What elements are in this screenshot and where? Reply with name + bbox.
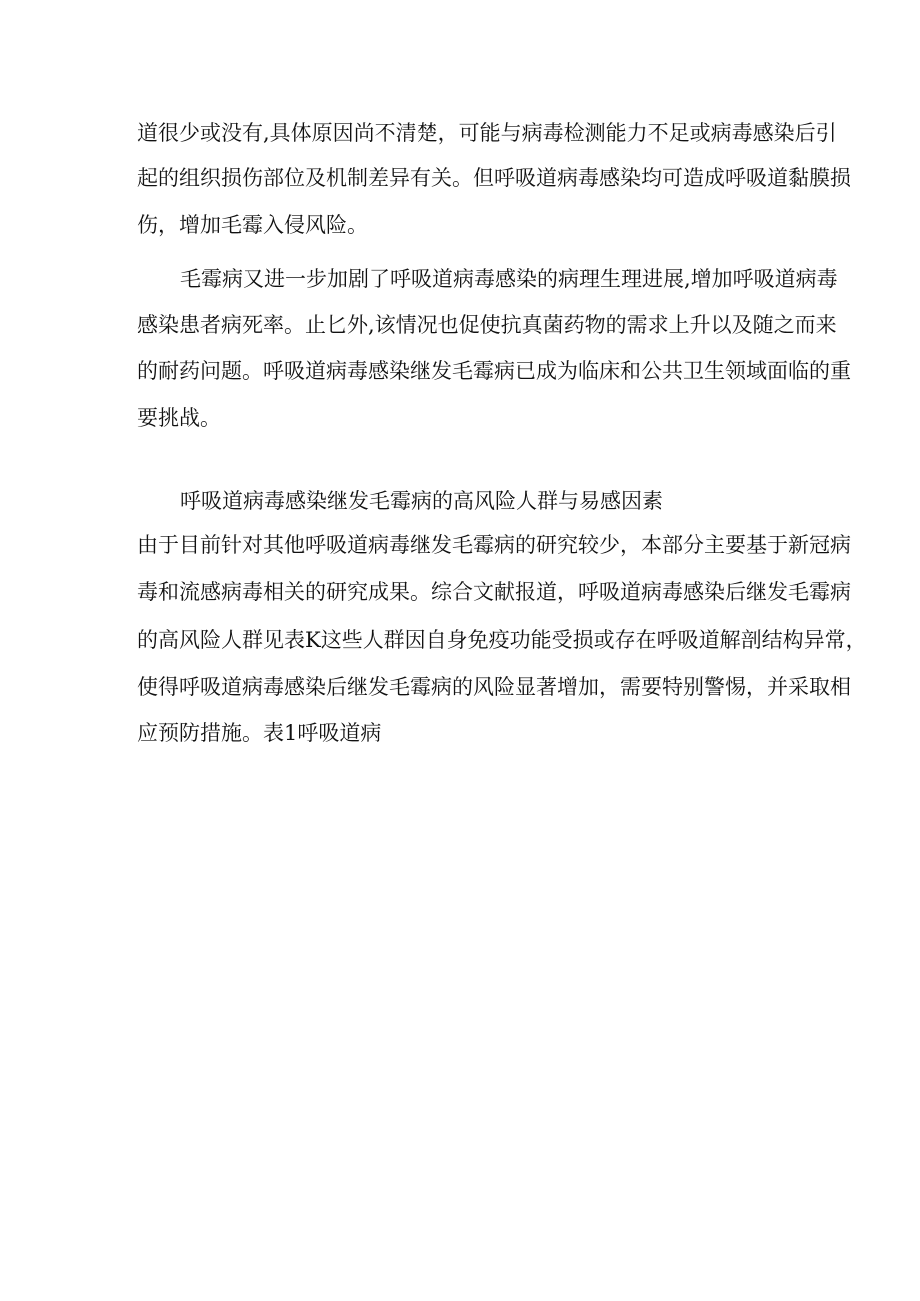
paragraph-1-line-3: 伤，增加毛霉入侵风险。 (137, 213, 368, 237)
paragraph-3-line-1: 由于目前针对其他呼吸道病毒继发毛霉病的研究较少，本部分主要基于新冠病 (137, 533, 851, 557)
paragraph-3-line-3: 的高风险人群见表K这些人群因自身免疫功能受损或存在呼吸道解剖结构异常， (137, 628, 867, 652)
paragraph-2-line-4: 要挑战。 (137, 406, 221, 430)
paragraph-1-line-1: 道很少或没有,具体原因尚不清楚，可能与病毒检测能力不足或病毒感染后引 (137, 121, 837, 145)
paragraph-2-line-3: 的耐药问题。呼吸道病毒感染继发毛霉病已成为临床和公共卫生领域面临的重 (137, 359, 851, 383)
paragraph-3-line-2: 毒和流感病毒相关的研究成果。综合文献报道，呼吸道病毒感染后继发毛霉病 (137, 580, 851, 604)
paragraph-3-line-5: 应预防措施。表1呼吸道病 (137, 721, 382, 745)
paragraph-3-line-4: 使得呼吸道病毒感染后继发毛霉病的风险显著增加，需要特别警惕，并采取相 (137, 675, 851, 699)
section-heading: 呼吸道病毒感染继发毛霉病的高风险人群与易感因素 (180, 489, 663, 513)
paragraph-2-line-2: 感染患者病死率。止匕外,该情况也促使抗真菌药物的需求上升以及随之而来 (137, 313, 837, 337)
paragraph-1-line-2: 起的组织损伤部位及机制差异有关。但呼吸道病毒感染均可造成呼吸道黏膜损 (137, 166, 851, 190)
paragraph-2-line-1: 毛霉病又进一步加剧了呼吸道病毒感染的病理生理进展,增加呼吸道病毒 (180, 267, 838, 291)
